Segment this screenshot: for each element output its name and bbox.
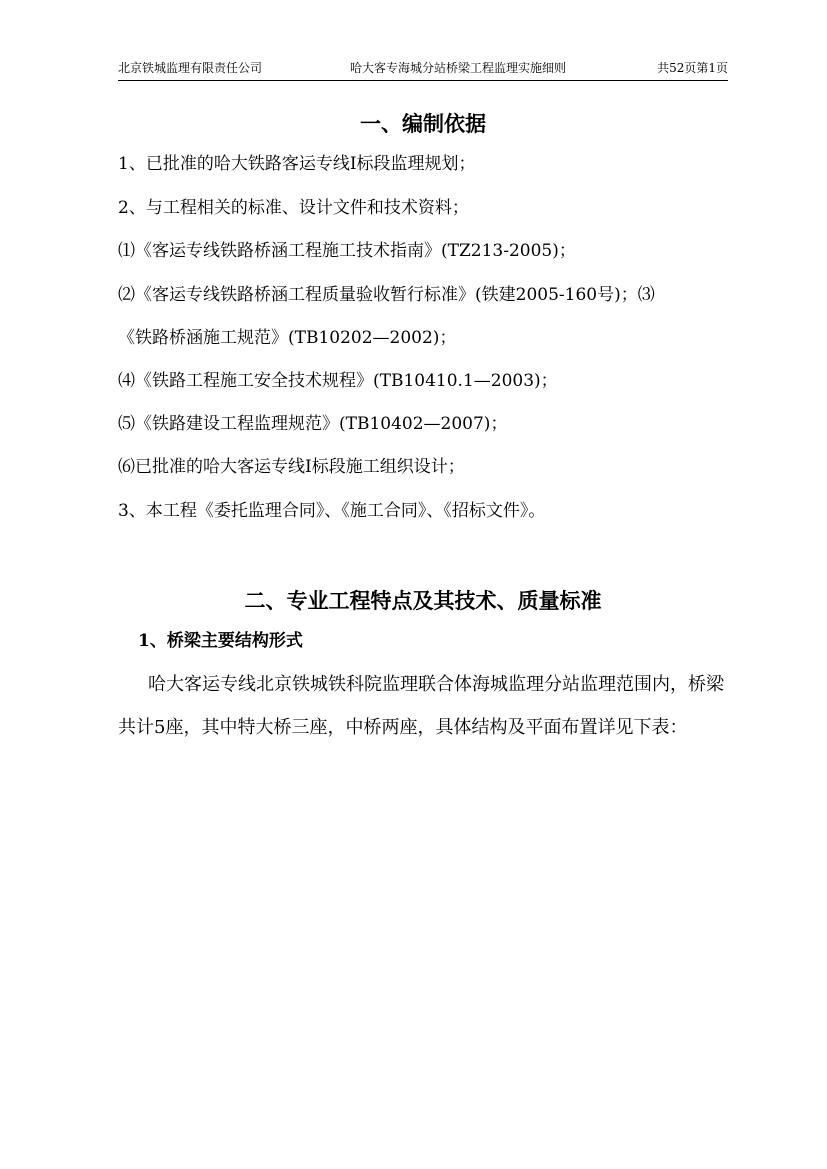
section-2-paragraph — [118, 663, 730, 749]
basis-item-2-1: ⑴《客运专线铁路桥涵工程施工技术指南》(TZ213-2005)； — [118, 241, 576, 261]
paragraph-text: 哈大客运专线北京铁城铁科院监理联合体海城监理分站监理范围内，桥梁共计5座，其中特大桥三座，中桥两座，具体结构及平面布置详见下表： — [118, 674, 724, 738]
header-page-number: 共52页第1页 — [657, 61, 728, 75]
section-2-title: 二、专业工程特点及其技术、质量标准 — [244, 588, 602, 613]
basis-item-2-5: ⑸《铁路建设工程监理规范》(TB10402—2007)； — [118, 414, 508, 434]
page-header — [118, 60, 728, 80]
basis-item-2-2: ⑵《客运专线铁路桥涵工程质量验收暂行标准》(铁建2005-160号)；⑶ — [118, 285, 655, 305]
header-company: 北京铁城监理有限责任公司 — [118, 61, 263, 75]
section-1-title: 一、编制依据 — [360, 111, 486, 136]
basis-item-1: 1、已批准的哈大铁路客运专线Ⅰ标段监理规划； — [118, 154, 476, 174]
basis-item-2: 2、与工程相关的标准、设计文件和技术资料； — [118, 198, 469, 218]
basis-item-2-3: 《铁路桥涵施工规范》(TB10202—2002)； — [118, 328, 457, 348]
basis-item-2-4: ⑷《铁路工程施工安全技术规程》(TB10410.1—2003)； — [118, 371, 558, 391]
header-document-title: 哈大客专海城分站桥梁工程监理实施细则 — [350, 61, 567, 75]
header-divider — [118, 80, 728, 81]
basis-item-2-6: ⑹已批准的哈大客运专线Ⅰ标段施工组织设计； — [118, 457, 465, 477]
basis-item-3: 3、本工程《委托监理合同》、《施工合同》、《招标文件》。 — [118, 501, 546, 521]
section-2-subtitle: 1、桥梁主要结构形式 — [138, 631, 303, 651]
